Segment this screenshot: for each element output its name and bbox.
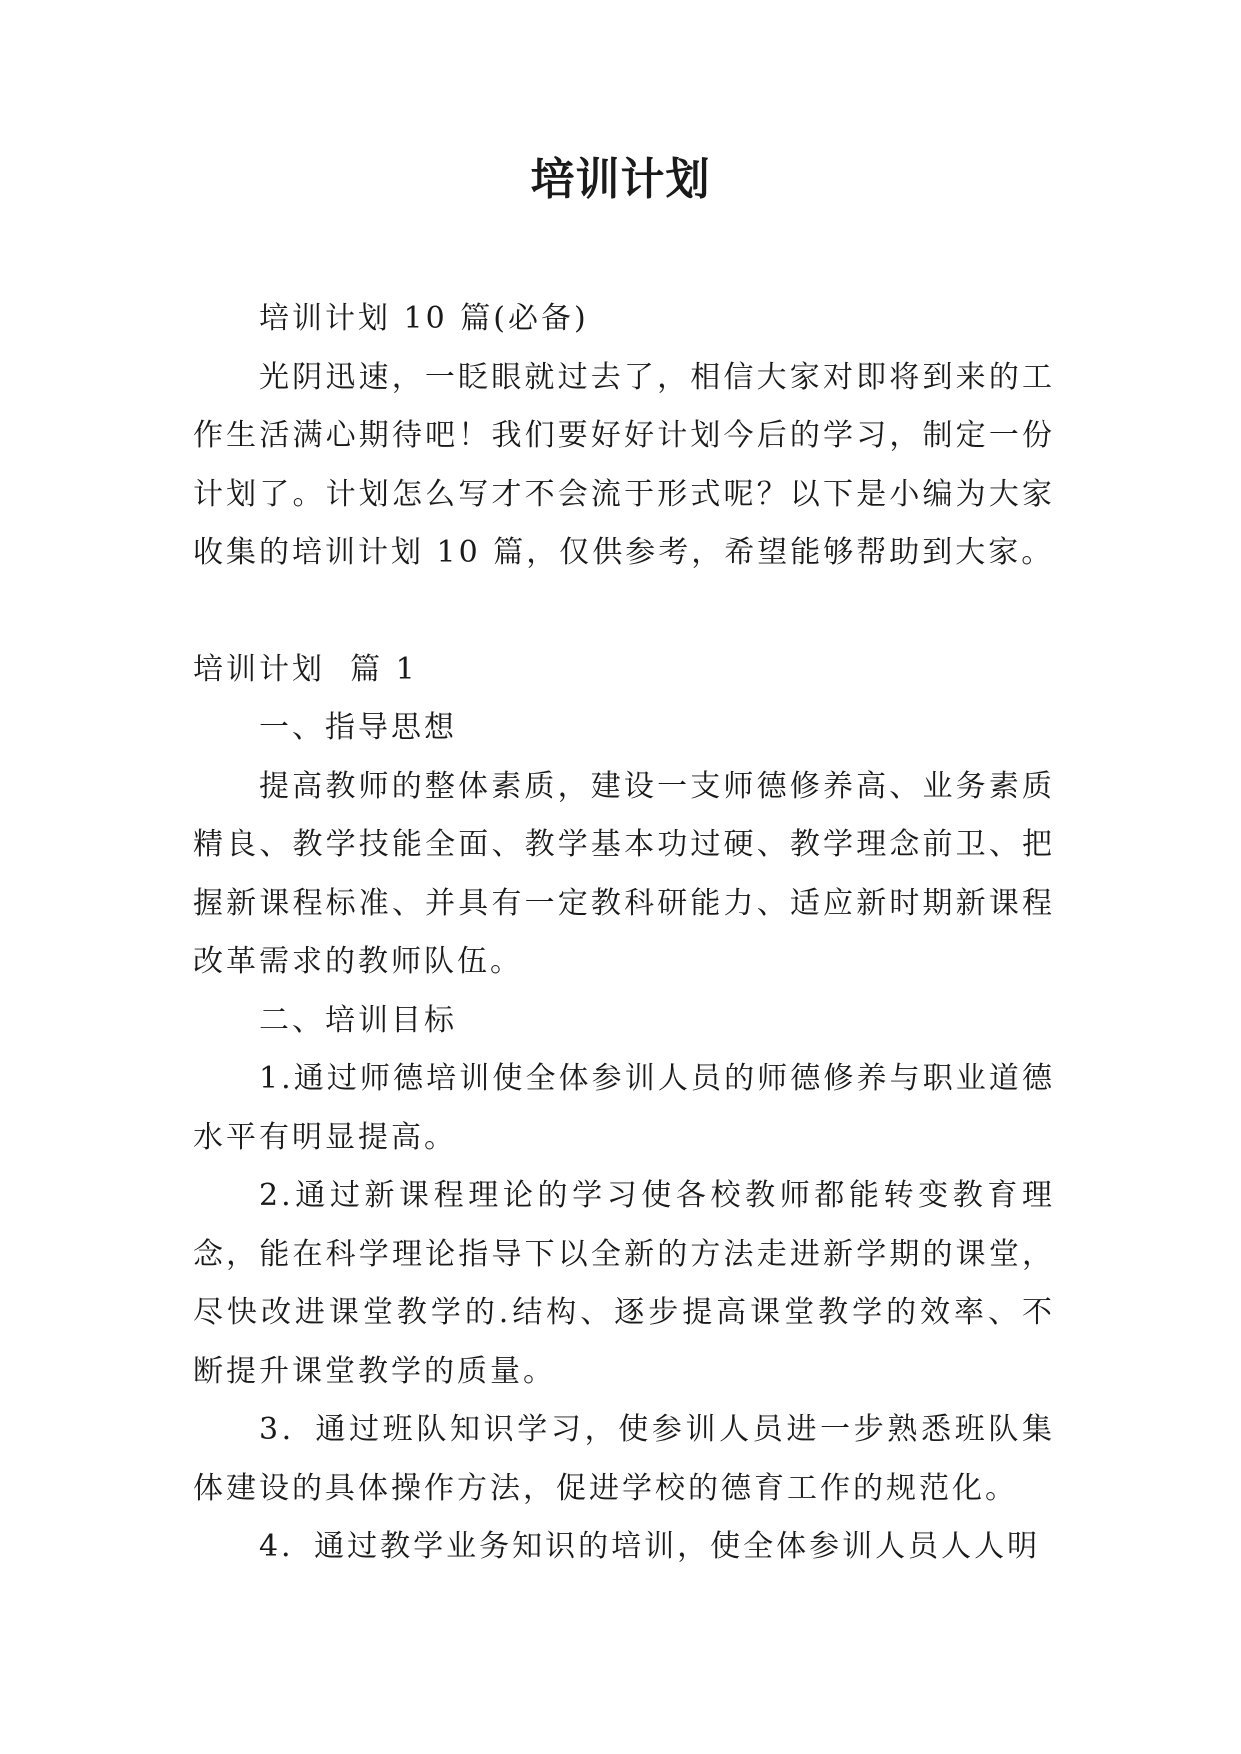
goal-item-4: 4．通过教学业务知识的培训，使全体参训人员人人明	[259, 1529, 1041, 1564]
part1-paragraph: 提高教师的整体素质，建设一支师德修养高、业务素质精良、教学技能全面、教学基本功过硬、教学理念前卫、把握新课程标准、并具有一定教科研能力、适应新时期新课程改革需求的教师队伍。	[193, 768, 1055, 979]
goal-item-2: 2.通过新课程理论的学习使各校教师都能转变教育理念，能在科学理论指导下以全新的方法走进新学期的课堂，尽快改进课堂教学的.结构、逐步提高课堂教学的效率、不断提升课堂教学的质量。	[193, 1178, 1055, 1389]
section-heading: 培训计划 篇 1	[193, 651, 418, 687]
part1-heading: 一、指导思想	[259, 710, 457, 745]
document-title: 培训计划	[530, 154, 711, 205]
goal-item-1: 1.通过师德培训使全体参训人员的师德修养与职业道德水平有明显提高。	[193, 1061, 1055, 1155]
section-spacer	[193, 583, 1055, 641]
part2-heading: 二、培训目标	[259, 1002, 457, 1038]
intro-paragraph: 光阴迅速，一眨眼就过去了，相信大家对即将到来的工作生活满心期待吧！我们要好好计划今后的学习，制定一份计划了。计划怎么写才不会流于形式呢？以下是小编为大家收集的培训计划 10 篇，仅供参考，希望能够帮助到大家。	[193, 359, 1055, 570]
document-body	[193, 290, 1055, 1577]
document-subtitle: 培训计划 10 篇(必备)	[259, 301, 589, 336]
goal-item-3: 3．通过班队知识学习，使参训人员进一步熟悉班队集体建设的具体操作方法，促进学校的德育工作的规范化。	[193, 1412, 1055, 1506]
